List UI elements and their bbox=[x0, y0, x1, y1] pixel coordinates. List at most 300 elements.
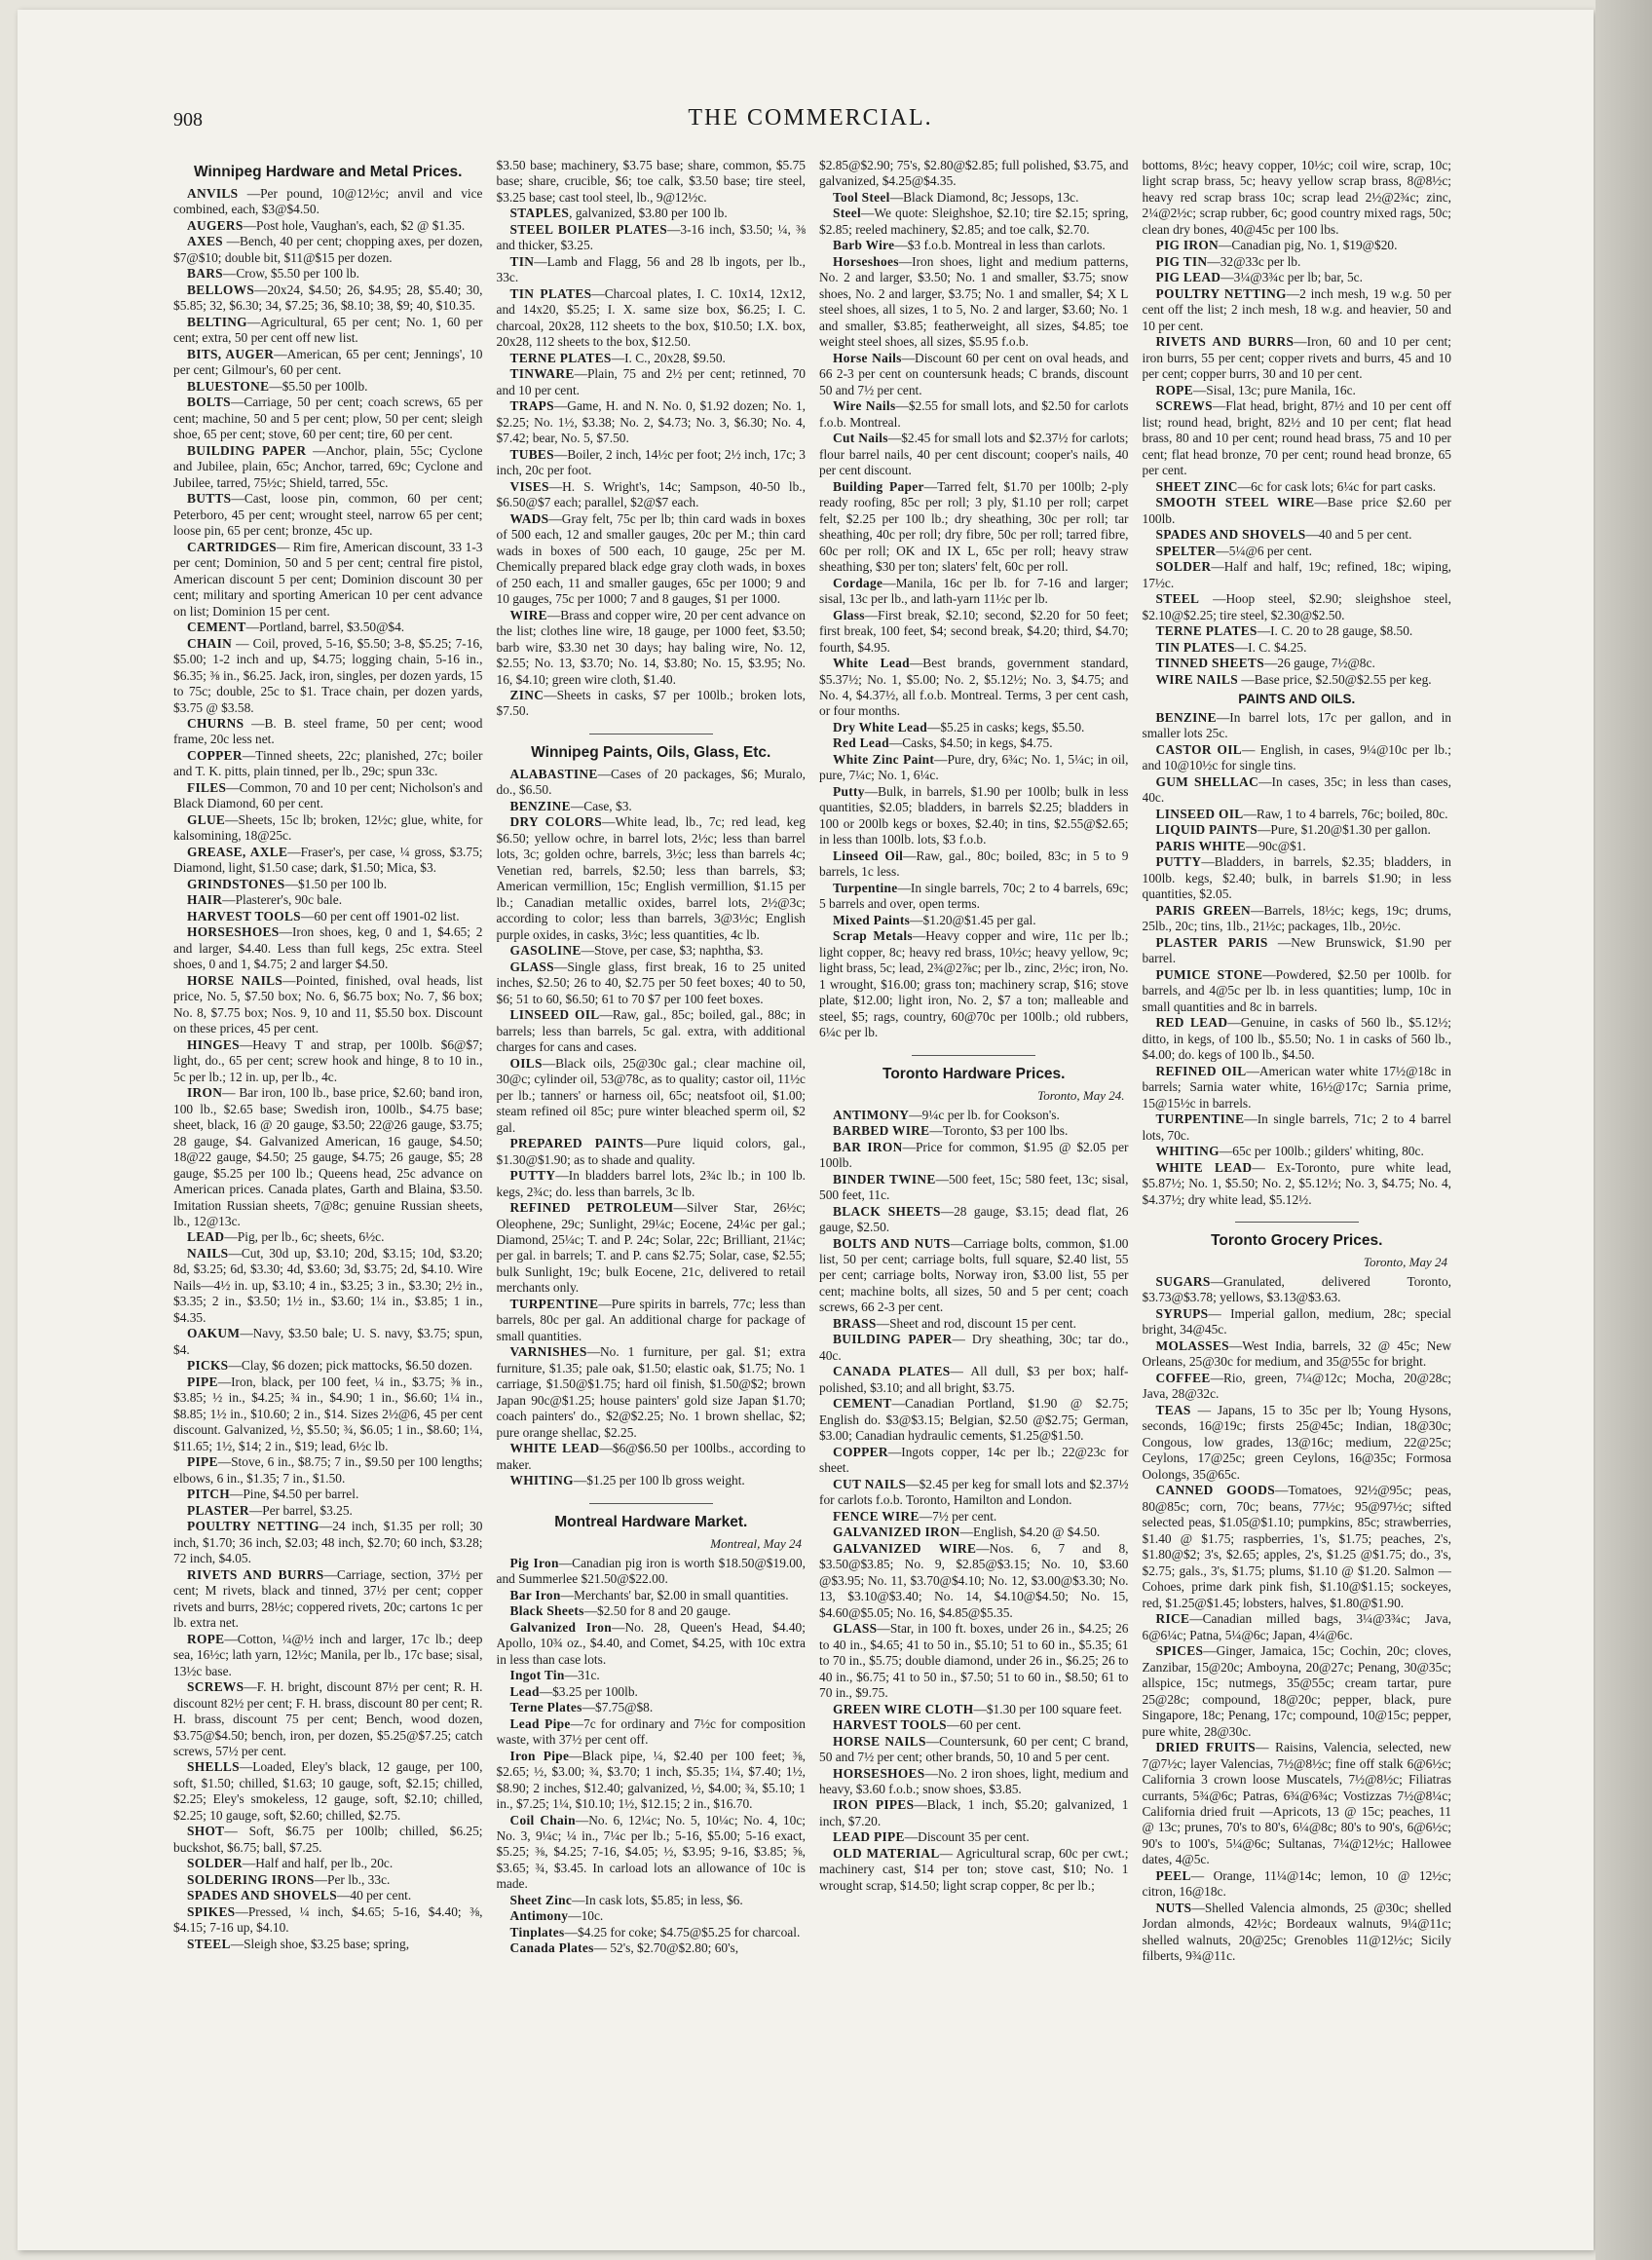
entry-item-name: CEMENT bbox=[833, 1396, 892, 1412]
price-entry bbox=[819, 656, 1129, 720]
entry-price-text: —$1.20@$1.45 per gal. bbox=[910, 912, 1036, 927]
entry-price-text: —20x24, $4.50; 26, $4.95; 28, $5.40; 30, $5.85; 32, $6.30; 34, $7.25; 36, $8.10; 38, $9; 40, $10.35. bbox=[173, 282, 483, 314]
entry-item-name: HARVEST TOOLS bbox=[833, 1717, 947, 1733]
price-entry bbox=[1143, 527, 1452, 543]
entry-price-text: —Canadian milled bags, 3¼@3¾c; Java, 6@6¼c; Patna, 5¼@6c; Japan, 4¼@6c. bbox=[1142, 1611, 1451, 1642]
entry-price-text: —Raw, 1 to 4 barrels, 76c; boiled, 80c. bbox=[1243, 806, 1448, 821]
entry-price-text: —90c@$1. bbox=[1245, 838, 1306, 853]
price-entry bbox=[1143, 935, 1452, 967]
entry-price-text: —I. C. 20 to 28 gauge, $8.50. bbox=[1257, 623, 1413, 639]
price-entry bbox=[1143, 623, 1452, 639]
entry-price-text: —24 inch, $1.35 per roll; 30 inch, $1.70; 36 inch, $2.03; 48 inch, $2.70; 60 inch, $3.28; 72 inch, $4.05. bbox=[173, 1519, 483, 1566]
entry-item-name: BOLTS bbox=[187, 395, 231, 410]
entry-price-text: —Countersunk, 60 per cent; C brand, 50 and 7½ per cent; other brands, 50, 10 and 5 per cent. bbox=[819, 1733, 1129, 1765]
entry-item-name: SHELLS bbox=[187, 1759, 240, 1775]
price-entry bbox=[1143, 238, 1452, 253]
entry-item-name: COPPER bbox=[833, 1444, 888, 1459]
price-entry bbox=[1143, 270, 1452, 285]
price-entry bbox=[819, 608, 1129, 656]
price-entry bbox=[819, 254, 1129, 351]
entry-price-text: —$6@$6.50 per 100lbs., according to maker. bbox=[496, 1441, 806, 1472]
entry-price-text: —Pig, per lb., 6c; sheets, 6½c. bbox=[224, 1229, 385, 1245]
price-entry bbox=[819, 1445, 1129, 1477]
entry-item-name: AUGERS bbox=[187, 217, 244, 233]
price-entry bbox=[1143, 479, 1452, 495]
entry-item-name: SUGARS bbox=[1155, 1274, 1211, 1289]
entry-price-text: —Granulated, delivered Toronto, $3.73@$3.78; yellows, $3.13@$3.63. bbox=[1142, 1274, 1451, 1305]
section-divider bbox=[589, 1503, 713, 1504]
price-entry bbox=[173, 218, 483, 234]
price-entry bbox=[173, 1872, 483, 1888]
entry-item-name: RIVETS AND BURRS bbox=[1155, 334, 1295, 350]
entry-price-text: —B. B. steel frame, 50 per cent; wood frame, 20c less net. bbox=[173, 715, 483, 747]
entry-item-name: Coil Chain bbox=[509, 1812, 576, 1827]
price-entry bbox=[497, 398, 807, 446]
entry-price-text: —Sheets in casks, $7 per 100lb.; broken lots, $7.50. bbox=[496, 687, 806, 719]
entry-item-name: DRIED FRUITS bbox=[1155, 1740, 1257, 1755]
entry-item-name: NUTS bbox=[1155, 1900, 1192, 1915]
price-entry bbox=[497, 351, 807, 366]
price-entry bbox=[497, 158, 807, 206]
entry-item-name: SPIKES bbox=[187, 1903, 236, 1919]
entry-price-text: —3-16 inch, $3.50; ¼, ⅜ and thicker, $3.25. bbox=[496, 221, 806, 253]
entry-item-name: GLUE bbox=[187, 811, 226, 827]
entry-item-name: CEMENT bbox=[187, 620, 246, 635]
price-entry bbox=[1143, 254, 1452, 270]
entry-item-name: CHAIN bbox=[187, 635, 233, 651]
entry-price-text: —32@33c per lb. bbox=[1207, 253, 1301, 269]
entry-price-text: —Iron, black, per 100 feet, ¼ in., $3.75; ⅜ in., $3.85; ½ in., $4.25; ¾ in., $4.90; 1 in., $6.60; 1¼ in., $8.85; 1½ in., $10.60; 2 in., $14. Sizes 2½@6, 45 per cent discount. Galvanized, ½, $5.50; ¾, $6.05; 1 in., $8.60; 1¼, $11.65; 1½, $14; 2 in., $19; lead, 6½c lb. bbox=[173, 1374, 483, 1453]
entry-item-name: VARNISHES bbox=[509, 1344, 587, 1360]
entry-price-text: —Heavy copper and wire, 11c per lb.; light copper, 8c; heavy red brass, 10½c; heavy yellow, 9c; light brass, 5c; lead, 2¾@2⅞c; per lb., zinc, 2½c; iron, No. 1 wrought, $16.00; grass ton; machinery scrap, $16; stove plate, $12.00; light iron, No. 2, $7 a ton; malleable and steel, $5; rags, country, 60@70c per 100lb.; old rubbers, 6¼c per lb. bbox=[819, 928, 1129, 1040]
entry-price-text: —Anchor, plain, 55c; Cyclone and Jubilee, plain, 65c; Anchor, tarred, 69c; Cyclone and Jubilee, tarred, 75½c; Shield, tarred, 55c. bbox=[173, 442, 483, 490]
entry-item-name: Galvanized Iron bbox=[509, 1619, 613, 1635]
entry-price-text: —Discount 60 per cent on oval heads, and 66 2-3 per cent on countersunk heads; C brands, discount 50 and 7½ per cent. bbox=[819, 350, 1129, 397]
entry-price-text: —Carriage bolts, common, $1.00 list, 50 per cent; carriage bolts, full square, $2.40 list, 55 per cent; carriage bolts, Norway iron, $3.00 list, 55 per cent; machine bolts, all sizes, 50 and 5 per cent; coach screws, 66 2-3 per cent. bbox=[819, 1235, 1129, 1315]
price-entry bbox=[497, 222, 807, 254]
entry-price-text: —Plain, 75 and 2½ per cent; retinned, 70 and 10 per cent. bbox=[496, 366, 806, 397]
entry-item-name: TIN bbox=[509, 253, 535, 269]
price-entry bbox=[1143, 903, 1452, 935]
entry-item-name: GREASE, AXLE bbox=[187, 844, 288, 859]
entry-price-text: —Discount 35 per cent. bbox=[904, 1829, 1030, 1845]
entry-item-name: ANVILS bbox=[187, 186, 239, 201]
price-entry bbox=[819, 752, 1129, 784]
entry-item-name: PREPARED PAINTS bbox=[509, 1136, 644, 1151]
entry-item-name: BUILDING PAPER bbox=[187, 442, 307, 458]
entry-item-name: GRINDSTONES bbox=[187, 876, 285, 891]
price-entry bbox=[819, 1108, 1129, 1123]
entry-price-text: —500 feet, 15c; 580 feet, 13c; sisal, 500 feet, 11c. bbox=[819, 1171, 1129, 1203]
entry-item-name: ZINC bbox=[509, 687, 544, 702]
entry-price-text: —60 per cent off 1901-02 list. bbox=[300, 908, 460, 923]
entry-item-name: White Lead bbox=[833, 656, 910, 671]
entry-price-text: —Sheet and rod, discount 15 per cent. bbox=[876, 1315, 1076, 1331]
entry-price-text: —Pure, dry, 6¾c; No. 1, 5¼c; in oil, pure, 7¼c; No. 1, 6¼c. bbox=[819, 751, 1129, 783]
entry-item-name: ANTIMONY bbox=[833, 1107, 910, 1122]
entry-price-text: —Iron shoes, light and medium patterns, No. 2 and larger, $3.50; No. 1 and smaller, $3.75; snow shoes, No. 2 and larger, $3.75; No. 1 and smaller, $4; X L steel shoes, all sizes, 1 to 5, No. 2 and larger, $3.60; No. 1 and smaller, $3.85; featherweight, all sizes, $4.85; toe weight steel shoes, all sizes, $5.95 f.o.b. bbox=[819, 253, 1129, 350]
entry-price-text: —Powdered, $2.50 per 100lb. for barrels, and 4@5c per lb. in less quantities; lump, 10c in small quantities and 8c in barrels. bbox=[1142, 966, 1451, 1014]
entry-item-name: Iron Pipe bbox=[509, 1748, 570, 1763]
price-entry bbox=[173, 1503, 483, 1519]
entry-price-text: —No. 2 iron shoes, light, medium and heavy, $3.60 f.o.b.; snow shoes, $3.85. bbox=[819, 1765, 1129, 1796]
entry-price-text: — English, in cases, 9¼@10c per lb.; and 10@10½c for single tins. bbox=[1142, 741, 1451, 773]
entry-item-name: RICE bbox=[1155, 1611, 1190, 1627]
price-entry bbox=[173, 716, 483, 748]
entry-price-text: —No. 6, 12¼c; No. 5, 10¼c; No. 4, 10c; No. 3, 9¼c; ¼ in., 7¼c per lb.; 5-16, $5.00; 5-16 exact, $5.25; ⅜, $4.25; 7-16, $4.05; ½, $3.95; 9-16, $3.85; ⅝, $3.65; ¾, $3.45. In carload lots an allowance of 10c is made. bbox=[496, 1812, 806, 1892]
price-entry bbox=[173, 1085, 483, 1229]
entry-price-text: —Iron, 60 and 10 per cent; iron burrs, 55 per cent; copper rivets and burrs, 45 and 10 per cent; copper burrs, 30 and 10 per cent. bbox=[1142, 334, 1451, 382]
entry-price-text: —Tinned sheets, 22c; planished, 27c; boiler and T. K. pitts, plain tinned, per lb., 29c; spun 33c. bbox=[173, 747, 483, 779]
entry-price-text: bottoms, 8½c; heavy copper, 10½c; coil wire, scrap, 10c; light scrap brass, 5c; heavy yellow scrap brass, 8@8½c; heavy red scrap brass 10c; scrap lead 2½@2¾c; zinc, 2¼@2½c; scrap rubber, 6c; good country mixed rags, 50c; clean dry bones, 40@45c per 100 lbs. bbox=[1142, 158, 1451, 237]
entry-item-name: COFFEE bbox=[1155, 1370, 1211, 1385]
price-entry bbox=[497, 447, 807, 479]
price-entry bbox=[497, 1668, 807, 1683]
price-entry bbox=[173, 1856, 483, 1871]
entry-price-text: —Portland, barrel, $3.50@$4. bbox=[245, 620, 405, 635]
entry-item-name: HARVEST TOOLS bbox=[187, 908, 301, 923]
entry-price-text: —Canadian pig iron is worth $18.50@$19.00, and Summerlee $21.50@$22.00. bbox=[496, 1555, 806, 1587]
entry-item-name: Sheet Zinc bbox=[509, 1892, 573, 1907]
entry-price-text: —Bladders, in barrels, $2.35; bladders, in 100lb. kegs, $2.40; bulk, in barrels $1.90; in less quantities, $2.05. bbox=[1142, 854, 1451, 902]
entry-price-text: —6c for cask lots; 6¼c for part casks. bbox=[1237, 478, 1437, 494]
entry-item-name: Cut Nails bbox=[833, 431, 888, 446]
entry-price-text: —Silver Star, 26½c; Oleophene, 29c; Sunlight, 29¼c; Eocene, 24¼c per gal.; Diamond, 25¼c; T. and P. 24c; Solar, 22c; Brilliant, 21¼c; per gal. in barrels; T. and P. cans $2.75; Solar, case, $2.55; bulk Sunlight, 19c; bulk Eocene, 21c, delivered to retail merchants only. bbox=[496, 1200, 806, 1296]
price-entry bbox=[819, 1396, 1129, 1444]
price-entry bbox=[1143, 1160, 1452, 1208]
entry-price-text: —Half and half, per lb., 20c. bbox=[242, 1856, 394, 1871]
entry-price-text: —In bladders barrel lots, 2¾c lb.; in 100 lb. kegs, 2¾c; do. less than barrels, 3c lb. bbox=[496, 1168, 806, 1199]
entry-item-name: LINSEED OIL bbox=[1155, 806, 1244, 821]
entry-item-name: Mixed Paints bbox=[833, 912, 911, 927]
entry-item-name: DRY COLORS bbox=[509, 814, 603, 830]
column-4 bbox=[1143, 158, 1452, 2223]
price-entry bbox=[819, 238, 1129, 253]
price-entry bbox=[1143, 822, 1452, 838]
section-heading: Winnipeg Paints, Oils, Glass, Etc. bbox=[531, 743, 771, 761]
entry-item-name: CHURNS bbox=[187, 715, 244, 731]
price-entry bbox=[819, 158, 1129, 190]
entry-price-text: —Cast, loose pin, common, 60 per cent; Peterboro, 45 per cent; wrought steel, narrow 65 per cent; loose pin, 65 per cent; bronze, 45c up. bbox=[173, 491, 483, 539]
price-entry bbox=[1143, 286, 1452, 334]
entry-price-text: —Flat head, bright, 87½ and 10 per cent off list; round head, bright, 82½ and 10 per cent; flat head brass, 80 and 10 per cent; round head brass, 75 and 10 per cent; flat head bronze, 70 per cent; round head bronze, 65 per cent. bbox=[1142, 398, 1451, 478]
price-entry bbox=[497, 1813, 807, 1893]
entry-price-text: — Agricultural scrap, 60c per cwt.; machinery cast, $14 per ton; stove cast, $10; No. 1 wrought scrap, $14.50; light scrap copper, 8c per lb.; bbox=[819, 1845, 1129, 1893]
entry-price-text: , galvanized, $3.80 per 100 lb. bbox=[569, 206, 728, 221]
price-entry bbox=[497, 1344, 807, 1441]
entry-price-text: —F. H. bright, discount 87½ per cent; R. H. discount 82½ per cent; F. H. brass, discount 80 per cent; R. H. brass, discount 75 per cent; Bench, wood dozen, $3.75@$4.50; bench, iron, per dozen, $5.25@$7.25; catch screws, 57½ per cent. bbox=[173, 1679, 483, 1758]
entry-item-name: Dry White Lead bbox=[833, 719, 927, 734]
entry-price-text: —Price for common, $1.95 @ $2.05 per 100lb. bbox=[819, 1139, 1129, 1171]
entry-price-text: —Stove, per case, $3; naphtha, $3. bbox=[581, 943, 764, 959]
price-entry bbox=[497, 943, 807, 959]
entry-price-text: —Iron shoes, keg, 0 and 1, $4.65; 2 and larger, $4.40. Less than full kegs, 25c extra. Steel shoes, 0 and 1, $4.75; 2 and larger $4.50. bbox=[173, 924, 483, 972]
entry-item-name: Tinplates bbox=[509, 1924, 565, 1940]
entry-item-name: COPPER bbox=[187, 747, 243, 763]
entry-price-text: —We quote: Sleighshoe, $2.10; tire $2.15; spring, $2.85; reeled machinery, $2.85; and toe calk, $2.70. bbox=[819, 206, 1129, 237]
entry-price-text: —Pointed, finished, oval heads, list price, No. 5, $7.50 box; No. 6, $6.75 box; No. 7, $6 box; No. 8, $7.75 box; Nos. 9, 10 and 11, $5.50 box. Discount on these prices, 45 per cent. bbox=[173, 972, 483, 1036]
entry-item-name: VISES bbox=[509, 478, 549, 494]
entry-item-name: PIG TIN bbox=[1155, 253, 1208, 269]
entry-price-text: —No. 28, Queen's Head, $4.40; Apollo, 10¾ oz., $4.40, and Comet, $4.25, with 10c extra in less than case lots. bbox=[496, 1619, 806, 1667]
entry-price-text: —Merchants' bar, $2.00 in small quantities. bbox=[560, 1587, 789, 1602]
entry-price-text: —$1.30 per 100 square feet. bbox=[973, 1701, 1122, 1716]
entry-price-text: —Brass and copper wire, 20 per cent advance on the list; clothes line wire, 18 gauge, per 1000 feet, $3.50; barb wire, $3.30 net 30 days; hay baling wire, No. 12, $2.55; No. 13, $3.70; No. 14, $3.80; No. 15, $3.95; No. 16, $4.10; green wire cloth, $1.40. bbox=[496, 607, 806, 687]
entry-price-text: — Bar iron, 100 lb., base price, $2.60; band iron, 100 lb., $2.65 base; Swedish iron, 100lb., $4.75 base; sheet, black, 16 @ 20 gauge, $3.50; 22@26 gauge, $3.75; 28 gauge, $4. Galvanized American, 16 gauge, $4.50; 18@22 gauge, $4.50; 25 gauge, $4.75; 26 gauge, $5; 28 gauge, $5.25 per 100 lb.; Queens head, 25c advance on American prices. Canada plates, Garth and Blaina, $3.50. Imitation Russian sheets, 7@8c; genuine Russian sheets, lb., 12@13c. bbox=[173, 1085, 483, 1228]
price-entry bbox=[1143, 559, 1452, 591]
section-heading: Winnipeg Hardware and Metal Prices. bbox=[194, 164, 463, 180]
entry-item-name: RIVETS AND BURRS bbox=[187, 1566, 324, 1582]
price-entry bbox=[173, 395, 483, 442]
price-entry bbox=[819, 1702, 1129, 1717]
entry-item-name: FILES bbox=[187, 779, 227, 795]
entry-item-name: WIRE NAILS bbox=[1155, 671, 1238, 687]
entry-price-text: — Japans, 15 to 35c per lb; Young Hysons, seconds, 16@19c; firsts 25@45c; Indian, 18@30c; Congous, low grades, 13@16c; medium, 22@25c; Ceylons, 17@25c; green Ceylons, 16@35c; Formosa Oolongs, 35@65c. bbox=[1142, 1402, 1451, 1482]
entry-item-name: Lead Pipe bbox=[509, 1715, 571, 1731]
price-entry bbox=[1143, 1111, 1452, 1144]
price-entry bbox=[819, 1364, 1129, 1396]
sub-heading: PAINTS AND OILS. bbox=[1238, 691, 1356, 706]
entry-item-name: BITS, AUGER bbox=[187, 346, 275, 361]
entry-price-text: —Hoop steel, $2.90; sleighshoe steel, $2.10@$2.25; tire steel, $2.30@$2.50. bbox=[1142, 591, 1451, 622]
price-entry bbox=[497, 1684, 807, 1700]
price-entry bbox=[1143, 1064, 1452, 1111]
entry-item-name: WHITE LEAD bbox=[509, 1441, 600, 1456]
entry-price-text: —$2.55 for small lots, and $2.50 for carlots f.o.b. Montreal. bbox=[819, 398, 1129, 430]
entry-price-text: —$4.25 for coke; $4.75@$5.25 for charcoal. bbox=[564, 1924, 801, 1940]
entry-price-text: — 52's, $2.70@$2.80; 60's, bbox=[593, 1940, 739, 1956]
entry-price-text: —Canadian pig, No. 1, $19@$20. bbox=[1219, 238, 1398, 253]
section-heading: Toronto Grocery Prices. bbox=[1211, 1232, 1383, 1249]
entry-price-text: —West India, barrels, 32 @ 45c; New Orleans, 25@30c for medium, and 35@55c for bright. bbox=[1142, 1337, 1451, 1370]
price-entry bbox=[819, 351, 1129, 398]
price-entry bbox=[819, 1140, 1129, 1172]
entry-item-name: Steel bbox=[833, 206, 862, 221]
price-entry bbox=[497, 1925, 807, 1940]
section-heading: Toronto Hardware Prices. bbox=[882, 1065, 1066, 1082]
price-entry bbox=[1143, 656, 1452, 671]
price-entry bbox=[1143, 710, 1452, 742]
entry-item-name: GASOLINE bbox=[509, 943, 582, 959]
price-entry bbox=[497, 767, 807, 799]
entry-item-name: ROPE bbox=[187, 1631, 225, 1646]
entry-price-text: —Gray felt, 75c per lb; thin card wads in boxes of 500 each, 12 and smaller gauges, 20c per M.; thin card wads in boxes of 500 each, 10 gauge, 25c per M. Chemically prepared black edge gray cloth wads, in boxes of 250 each, 11 and smaller gauges, 65c per 1000; 9 and 10 gauges, 75c per 1000; 7 and 8 gauges, $1 per 1000. bbox=[496, 510, 806, 607]
dateline: Toronto, May 24. bbox=[1037, 1087, 1125, 1103]
entry-price-text: —Pine, $4.50 per barrel. bbox=[229, 1487, 359, 1502]
entry-item-name: Horse Nails bbox=[833, 350, 902, 365]
entry-item-name: PIG IRON bbox=[1155, 238, 1220, 253]
entry-price-text: —$3.25 per 100lb. bbox=[539, 1683, 638, 1699]
entry-price-text: —Single glass, first break, 16 to 25 united inches, $2.50; 26 to 40, $2.75 per 50 feet boxes; 40 to 50, $6; 51 to 60, $6.50; 61 to 70 $7 per 100 feet boxes. bbox=[496, 959, 806, 1006]
entry-item-name: Scrap Metals bbox=[833, 928, 913, 944]
entry-item-name: Terne Plates bbox=[509, 1700, 582, 1715]
entry-item-name: BINDER TWINE bbox=[833, 1171, 936, 1186]
entry-price-text: —English, $4.20 @ $4.50. bbox=[959, 1525, 1101, 1540]
entry-item-name: Lead bbox=[509, 1683, 540, 1699]
price-entry bbox=[497, 1473, 807, 1488]
entry-price-text: —40 per cent. bbox=[336, 1888, 412, 1903]
entry-item-name: SPADES AND SHOVELS bbox=[187, 1888, 337, 1903]
price-entry bbox=[173, 877, 483, 892]
entry-item-name: SHEET ZINC bbox=[1155, 478, 1238, 494]
price-entry bbox=[497, 1007, 807, 1055]
entry-price-text: —Black oils, 25@30c gal.; clear machine oil, 30@c; cylinder oil, 53@78c, as to quality; castor oil, 11½c per lb.; tanners' or harness oil, 65c; neatsfoot oil, $1.00; steam refined oil 85c; pure winter bleached sperm oil, $2 gal. bbox=[496, 1055, 806, 1135]
entry-item-name: SOLDERING IRONS bbox=[187, 1871, 315, 1887]
entry-price-text: —Per pound, 10@12½c; anvil and vice combined, each, $3@$4.50. bbox=[173, 186, 483, 217]
entry-price-text: —Tarred felt, $1.70 per 100lb; 2-ply ready roofing, 85c per roll; 3 ply, $1.10 per roll; carpet felt, $2.25 per 100 lb.; dry sheathing, 30c per roll; tar sheathing, 40c per roll; dry fibre, 50c per roll; tarred fibre, 60c per roll; OK and IX L, 65c per roll; heavy straw sheathing, $30 per ton; slaters' felt, 60c per roll. bbox=[819, 478, 1129, 575]
price-entry bbox=[497, 1441, 807, 1473]
entry-price-text: —Clay, $6 dozen; pick mattocks, $6.50 dozen. bbox=[228, 1358, 472, 1374]
entry-price-text: —Pressed, ¼ inch, $4.65; 5-16, $4.40; ⅜, $4.15; 7-16 up, $4.10. bbox=[173, 1903, 483, 1936]
entry-item-name: CANADA PLATES bbox=[833, 1364, 951, 1379]
price-entry bbox=[497, 1200, 807, 1297]
entry-item-name: RED LEAD bbox=[1155, 1015, 1228, 1031]
price-entry bbox=[1143, 854, 1452, 902]
entry-item-name: HINGES bbox=[187, 1036, 240, 1052]
price-entry bbox=[819, 1846, 1129, 1894]
entry-price-text: —Charcoal plates, I. C. 10x14, 12x12, and 14x20, $5.25; I. X. same size box, $6.25; I. C. charcoal, 20x28, 112 sheets to the box, $10.50; I.X. box, 20x28, 112 sheets to the box, $12.50. bbox=[496, 285, 806, 350]
entry-price-text: —Sisal, 13c; pure Manila, 16c. bbox=[1192, 382, 1356, 397]
price-entry bbox=[1143, 1643, 1452, 1740]
entry-item-name: PARIS WHITE bbox=[1155, 838, 1246, 853]
entry-price-text: —Black, 1 inch, $5.20; galvanized, 1 inch, $7.20. bbox=[819, 1797, 1129, 1828]
entry-price-text: —Agricultural, 65 per cent; No. 1, 60 per cent; extra, 50 per cent off new list. bbox=[173, 314, 483, 346]
entry-item-name: TINWARE bbox=[509, 366, 575, 382]
price-entry bbox=[497, 1940, 807, 1956]
entry-item-name: PLASTER bbox=[187, 1502, 249, 1518]
entry-item-name: CASTOR OIL bbox=[1155, 741, 1243, 757]
price-entry bbox=[497, 1716, 807, 1749]
entry-item-name: HORSESHOES bbox=[833, 1765, 925, 1781]
entry-item-name: TIN PLATES bbox=[1155, 639, 1235, 655]
entry-item-name: HAIR bbox=[187, 892, 223, 908]
price-entry bbox=[819, 1541, 1129, 1621]
price-entry bbox=[497, 366, 807, 398]
price-entry bbox=[819, 479, 1129, 576]
price-entry bbox=[819, 928, 1129, 1040]
entry-item-name: PIPE bbox=[187, 1454, 218, 1470]
entry-price-text: —Star, in 100 ft. boxes, under 26 in., $4.25; 26 to 40 in., $4.65; 41 to 50 in., $5.10; 51 to 60 in., $5.35; 61 to 70 in., $5.75; double diamond, under 26 in., $6.25; 26 to 40 in., $6.75; 41 to 50 in., $7.50; 51 to 60 in., $8.50; 61 to 70 in., $9.75. bbox=[819, 1621, 1129, 1701]
price-entry bbox=[819, 1332, 1129, 1364]
entry-item-name: PLASTER PARIS bbox=[1155, 934, 1268, 950]
entry-price-text: — Coil, proved, 5-16, $5.50; 3-8, $5.25; 7-16, $5.00; 1-2 inch and up, $4.75; logging chain, 5-16 in., $6.35; ⅜ in., $6.25. Jack, iron, singles, per dozen yards, 15 to 75c; double, 25c to $1. Trace chain, per dozen yards, $3.75 @ $3.58. bbox=[173, 635, 483, 715]
price-entry bbox=[497, 1556, 807, 1588]
entry-item-name: Building Paper bbox=[833, 478, 924, 494]
entry-item-name: GALVANIZED WIRE bbox=[833, 1540, 977, 1556]
entry-price-text: —Plasterer's, 90c bale. bbox=[222, 892, 343, 908]
price-entry bbox=[819, 720, 1129, 735]
entry-item-name: Canada Plates bbox=[509, 1940, 594, 1956]
entry-item-name: OLD MATERIAL bbox=[833, 1845, 940, 1861]
entry-price-text: —Navy, $3.50 bale; U. S. navy, $3.75; spun, $4. bbox=[173, 1326, 483, 1357]
entry-price-text: —Carriage, 50 per cent; coach screws, 65 per cent; machine, 50 and 5 per cent; plow, 50 per cent; sleigh shoe, 65 per cent; stove, 60 per cent; tire, 60 per cent. bbox=[173, 395, 483, 442]
price-entry bbox=[173, 186, 483, 218]
entry-item-name: ROPE bbox=[1155, 382, 1193, 397]
price-entry bbox=[1143, 967, 1452, 1015]
entry-price-text: —40 and 5 per cent. bbox=[1305, 527, 1412, 543]
price-entry bbox=[819, 398, 1129, 431]
entry-price-text: —60 per cent. bbox=[946, 1717, 1022, 1733]
price-entry bbox=[1143, 672, 1452, 688]
entry-price-text: —7c for ordinary and 7½c for composition waste, with 37½ per cent off. bbox=[496, 1715, 806, 1748]
price-entry bbox=[1143, 1015, 1452, 1063]
entry-price-text: —Game, H. and N. No. 0, $1.92 dozen; No. 1, $2.25; No. 1½, $3.38; No. 2, $4.73; No. 3, $6.30; No. 4, $7.42; bear, No. 5, $7.50. bbox=[496, 398, 806, 446]
price-entry bbox=[173, 1358, 483, 1374]
price-entry bbox=[1143, 1371, 1452, 1403]
entry-price-text: —31c. bbox=[564, 1668, 600, 1683]
price-entry bbox=[497, 1893, 807, 1908]
price-entry bbox=[173, 924, 483, 972]
entry-price-text: —Black Diamond, 8c; Jessops, 13c. bbox=[889, 189, 1079, 205]
price-entry bbox=[173, 780, 483, 812]
price-entry bbox=[819, 206, 1129, 238]
price-entry bbox=[1143, 807, 1452, 822]
price-entry bbox=[173, 1937, 483, 1952]
price-entry bbox=[819, 1123, 1129, 1139]
entry-price-text: —Tomatoes, 92½@95c; peas, 80@85c; corn, 70c; beans, 77½c; 95@97½c; sifted selected peas, $1.05@$1.10; pumpkins, 85c; strawberries, $1.40 @ $1.75; raspberries, 1's, $1.75; peaches, 2's, $1.80@$2; 3's, $2.65; apples, 2's, $1.25 @$1.75; do., 3's, $2.75; gals., 3's, $1.75; plums, $1.10 @ $1.20. Salmon —Cohoes, prime dark pink fish, $1.10@$1.15; sockeyes, red, $1.25@$1.45; lobsters, halves, $1.80@$1.90. bbox=[1142, 1483, 1451, 1610]
entry-price-text: —Cut, 30d up, $3.10; 20d, $3.15; 10d, $3.20; 8d, $3.25; 6d, $3.30; 4d, $3.60; 3d, $3.75; 2d, $4.10. Wire Nails—4½ in. up, $3.10; 4 in., $3.25; 3 in., $3.30; 2½ in., $3.35; 2 in., $3.50; 1½ in., $3.60; 1¼ in., $3.85; 1 in., $4.35. bbox=[173, 1245, 483, 1325]
price-entry bbox=[173, 234, 483, 266]
entry-price-text: —Per lb., 33c. bbox=[314, 1871, 391, 1887]
price-entry bbox=[1143, 1403, 1452, 1483]
price-entry bbox=[497, 1700, 807, 1715]
entry-item-name: IRON PIPES bbox=[833, 1797, 915, 1813]
entry-price-text: —Boiler, 2 inch, 14½c per foot; 2½ inch, 17c; 3 inch, 20c per foot. bbox=[496, 446, 806, 478]
entry-price-text: —American water white 17½@18c in barrels; Sarnia water white, 16½@17c; Sarnia prime, 15@15½c in barrels. bbox=[1142, 1063, 1451, 1111]
entry-item-name: Wire Nails bbox=[833, 398, 896, 414]
entry-item-name: PIG LEAD bbox=[1155, 270, 1221, 285]
entry-item-name: TURPENTINE bbox=[1155, 1111, 1245, 1127]
entry-price-text: —Fraser's, per case, ¼ gross, $3.75; Diamond, light, $1.50 case; dark, $1.50; Mica, $3. bbox=[173, 844, 483, 876]
price-entry bbox=[173, 347, 483, 379]
price-entry bbox=[819, 1621, 1129, 1701]
entry-item-name: LEAD bbox=[187, 1229, 225, 1245]
entry-item-name: Tool Steel bbox=[833, 189, 890, 205]
page-header bbox=[173, 103, 1447, 142]
price-entry bbox=[173, 845, 483, 877]
price-entry bbox=[819, 784, 1129, 848]
price-entry bbox=[497, 1056, 807, 1136]
entry-price-text: —American, 65 per cent; Jennings', 10 per cent; Gilmour's, 60 per cent. bbox=[173, 346, 483, 378]
price-entry bbox=[819, 1172, 1129, 1204]
entry-price-text: —Canadian Portland, $1.90 @ $2.75; English do. $3@$3.15; Belgian, $2.50 @$2.75; German, $3.00; Canadian hydraulic cements, $1.25@$1.50. bbox=[819, 1396, 1129, 1444]
price-entry bbox=[497, 814, 807, 943]
entry-price-text: —Genuine, in casks of 560 lb., $5.12½; ditto, in kegs, of 100 lb., $5.50; No. 1 in casks of 560 lb., $4.00; do. kegs of 100 lb., $4.50. bbox=[1142, 1015, 1451, 1063]
price-entry bbox=[497, 1168, 807, 1200]
entry-price-text: —9¼c per lb. for Cookson's. bbox=[909, 1107, 1060, 1122]
entry-item-name: BENZINE bbox=[509, 798, 571, 813]
price-entry bbox=[1143, 158, 1452, 238]
entry-price-text: —Post hole, Vaughan's, each, $2 @ $1.35. bbox=[243, 217, 466, 233]
price-entry bbox=[1143, 544, 1452, 559]
entry-price-text: —Raw, gal., 85c; boiled, gal., 88c; in barrels; less than barrels, 5c gal. extra, with additional charges for cans and cases. bbox=[496, 1007, 806, 1055]
price-entry bbox=[819, 1204, 1129, 1236]
entry-item-name: SCREWS bbox=[1155, 398, 1213, 414]
entry-item-name: Pig Iron bbox=[509, 1555, 559, 1570]
entry-price-text: —Heavy T and strap, per 100lb. $6@$7; light, do., 65 per cent; screw hook and hinge, 8 to 10 in., 5c per lb.; 12 in. up, per lb., 4c. bbox=[173, 1036, 483, 1084]
price-entry bbox=[497, 1620, 807, 1668]
entry-price-text: —Shelled Valencia almonds, 25 @30c; shelled Jordan almonds, 42½c; Bordeaux walnuts, 9¼@11c; shelled walnuts, 20@25c; Grenobles 11@12½c; Sicily filberts, 9¾@11c. bbox=[1142, 1900, 1451, 1964]
entry-item-name: Barb Wire bbox=[833, 238, 895, 253]
entry-item-name: ALABASTINE bbox=[509, 766, 598, 781]
entry-price-text: —Manila, 16c per lb. for 7-16 and larger; sisal, 13c per lb., and lath-yarn 11½c per lb. bbox=[819, 575, 1129, 607]
entry-item-name: POULTRY NETTING bbox=[187, 1519, 319, 1534]
entry-price-text: —Common, 70 and 10 per cent; Nicholson's and Black Diamond, 60 per cent. bbox=[173, 779, 483, 811]
price-entry bbox=[819, 1717, 1129, 1733]
entry-price-text: —Crow, $5.50 per 100 lb. bbox=[222, 266, 360, 282]
entry-item-name: PEEL bbox=[1155, 1867, 1191, 1883]
price-entry bbox=[497, 511, 807, 608]
